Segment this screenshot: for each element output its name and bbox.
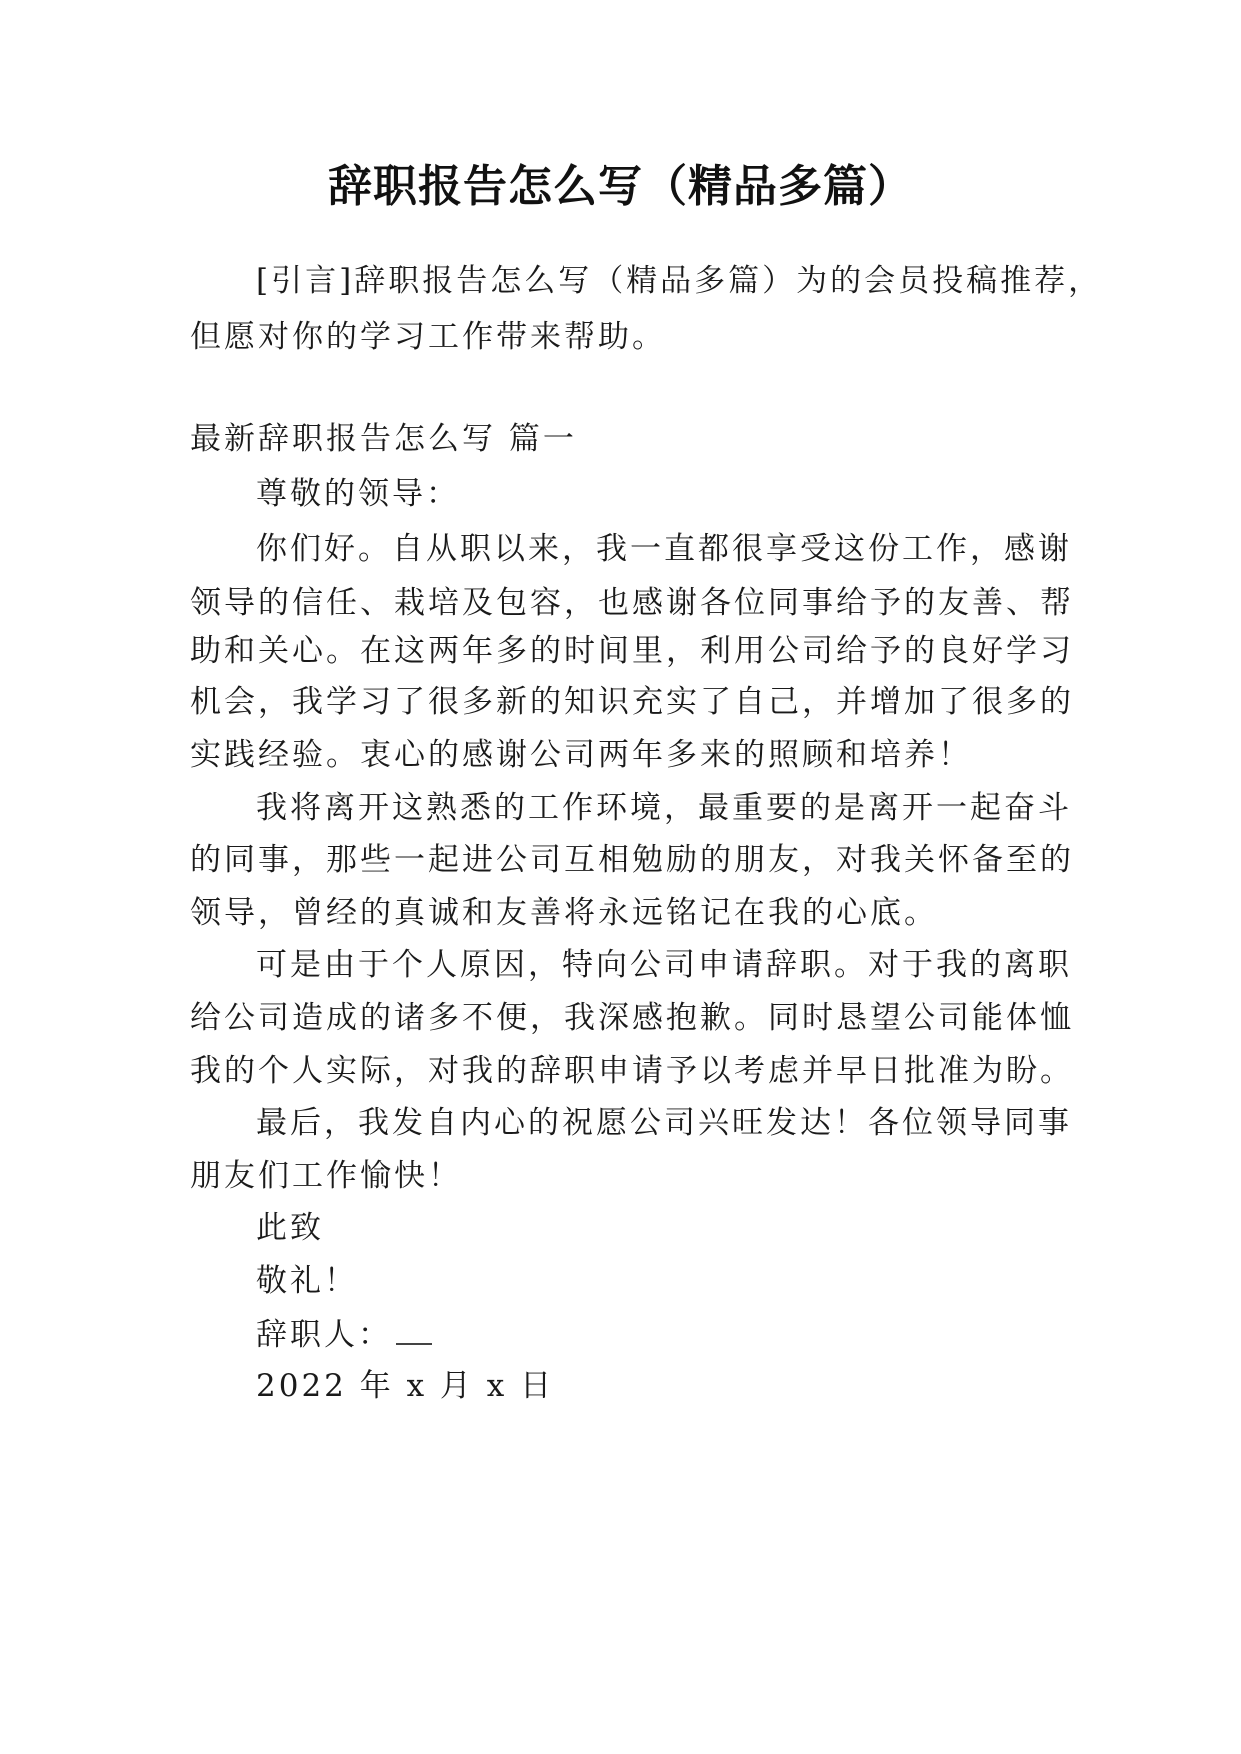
signer-label: 辞职人： — [256, 1317, 392, 1353]
section-heading: 最新辞职报告怎么写 篇一 — [190, 421, 577, 457]
document-title: 辞职报告怎么写（精品多篇） — [328, 161, 913, 212]
body-line: 我将离开这熟悉的工作环境，最重要的是离开一起奋斗 — [256, 790, 1072, 826]
body-line: 朋友们工作愉快！ — [190, 1158, 462, 1194]
salutation: 尊敬的领导： — [256, 476, 460, 512]
body-line: 的同事，那些一起进公司互相勉励的朋友，对我关怀备至的 — [190, 842, 1074, 878]
body-line: 最后，我发自内心的祝愿公司兴旺发达！各位领导同事 — [256, 1105, 1072, 1141]
body-line: 可是由于个人原因，特向公司申请辞职。对于我的离职 — [256, 947, 1072, 983]
intro-line: [引言]辞职报告怎么写（精品多篇）为的会员投稿推荐， — [256, 263, 1103, 299]
date-line: 2022 年 x 月 x 日 — [256, 1368, 555, 1404]
body-line: 助和关心。在这两年多的时间里，利用公司给予的良好学习 — [190, 633, 1074, 669]
body-line: 我的个人实际，对我的辞职申请予以考虑并早日批准为盼。 — [190, 1053, 1074, 1089]
signer-line — [256, 1319, 1156, 1351]
body-line: 领导，曾经的真诚和友善将永远铭记在我的心底。 — [190, 895, 938, 931]
body-line: 领导的信任、栽培及包容，也感谢各位同事给予的友善、帮 — [190, 585, 1074, 621]
closing-line: 此致 — [256, 1210, 324, 1246]
signature-blank — [396, 1319, 432, 1345]
body-line: 实践经验。衷心的感谢公司两年多来的照顾和培养！ — [190, 737, 972, 773]
closing-line: 敬礼！ — [256, 1263, 358, 1299]
body-line: 给公司造成的诸多不便，我深感抱歉。同时恳望公司能体恤 — [190, 1000, 1074, 1036]
body-line: 你们好。自从职以来，我一直都很享受这份工作，感谢 — [256, 531, 1072, 567]
body-line: 机会，我学习了很多新的知识充实了自己，并增加了很多的 — [190, 684, 1074, 720]
intro-line: 但愿对你的学习工作带来帮助。 — [190, 319, 666, 355]
